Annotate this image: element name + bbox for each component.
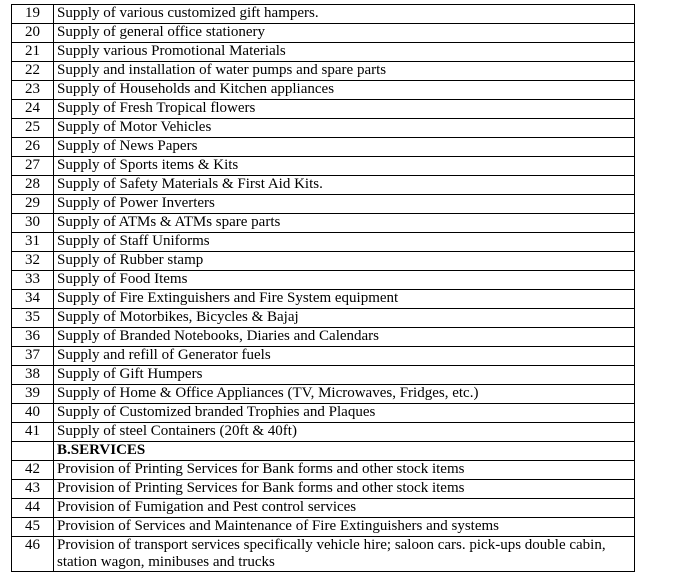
item-number: 46 (12, 537, 54, 572)
item-number: 38 (12, 366, 54, 385)
table-row (12, 480, 635, 499)
services-rows (12, 442, 635, 572)
item-description: Supply of various customized gift hampers. (54, 5, 635, 24)
item-description: Supply of Motorbikes, Bicycles & Bajaj (54, 309, 635, 328)
table-row (12, 404, 635, 423)
item-number: 36 (12, 328, 54, 347)
item-description: Supply and refill of Generator fuels (54, 347, 635, 366)
item-number: 22 (12, 62, 54, 81)
item-description: Supply various Promotional Materials (54, 43, 635, 62)
item-description: Supply of Sports items & Kits (54, 157, 635, 176)
item-number: 21 (12, 43, 54, 62)
table-row (12, 43, 635, 62)
table-row (12, 518, 635, 537)
table-row (12, 271, 635, 290)
table-row (12, 385, 635, 404)
item-description: Supply of steel Containers (20ft & 40ft) (54, 423, 635, 442)
table-row (12, 233, 635, 252)
table-row (12, 176, 635, 195)
item-number: 32 (12, 252, 54, 271)
item-number: 20 (12, 24, 54, 43)
item-description: Provision of transport services specifically vehicle hire; saloon cars. pick-ups double cabin, station wagon, minibuses and trucks (54, 537, 635, 572)
item-number: 37 (12, 347, 54, 366)
item-description: Supply and installation of water pumps and spare parts (54, 62, 635, 81)
table-row (12, 290, 635, 309)
table-row (12, 499, 635, 518)
item-number: 34 (12, 290, 54, 309)
table-row (12, 24, 635, 43)
table-row (12, 347, 635, 366)
item-description: Supply of Customized branded Trophies and Plaques (54, 404, 635, 423)
item-number: 31 (12, 233, 54, 252)
item-number: 42 (12, 461, 54, 480)
item-number: 27 (12, 157, 54, 176)
table-row (12, 461, 635, 480)
item-description: Supply of Power Inverters (54, 195, 635, 214)
item-description: Supply of News Papers (54, 138, 635, 157)
item-description: Provision of Printing Services for Bank forms and other stock items (54, 480, 635, 499)
item-number: 39 (12, 385, 54, 404)
item-number: 41 (12, 423, 54, 442)
item-description: Supply of Food Items (54, 271, 635, 290)
section-heading: B.SERVICES (54, 442, 635, 461)
table-row (12, 195, 635, 214)
item-description: Supply of Households and Kitchen appliances (54, 81, 635, 100)
item-number: 25 (12, 119, 54, 138)
item-number: 44 (12, 499, 54, 518)
table-row (12, 5, 635, 24)
item-description: Supply of ATMs & ATMs spare parts (54, 214, 635, 233)
item-description: Provision of Fumigation and Pest control services (54, 499, 635, 518)
item-number: 26 (12, 138, 54, 157)
goods-rows (12, 5, 635, 442)
item-number: 40 (12, 404, 54, 423)
table-row (12, 214, 635, 233)
item-number: 23 (12, 81, 54, 100)
empty-number-cell (12, 442, 54, 461)
item-description: Supply of Safety Materials & First Aid Kits. (54, 176, 635, 195)
table-row (12, 328, 635, 347)
item-description: Supply of Staff Uniforms (54, 233, 635, 252)
item-number: 30 (12, 214, 54, 233)
table-row (12, 62, 635, 81)
item-number: 45 (12, 518, 54, 537)
table-row (12, 157, 635, 176)
table-row (12, 423, 635, 442)
table-row (12, 309, 635, 328)
item-number: 43 (12, 480, 54, 499)
table-row (12, 100, 635, 119)
item-number: 19 (12, 5, 54, 24)
item-description: Supply of Fresh Tropical flowers (54, 100, 635, 119)
item-description: Supply of general office stationery (54, 24, 635, 43)
item-number: 35 (12, 309, 54, 328)
item-number: 33 (12, 271, 54, 290)
table-row (12, 81, 635, 100)
item-number: 28 (12, 176, 54, 195)
item-description: Provision of Printing Services for Bank forms and other stock items (54, 461, 635, 480)
item-description: Supply of Gift Humpers (54, 366, 635, 385)
procurement-items-table (11, 4, 635, 572)
table-row (12, 252, 635, 271)
item-description: Supply of Motor Vehicles (54, 119, 635, 138)
item-description: Supply of Home & Office Appliances (TV, Microwaves, Fridges, etc.) (54, 385, 635, 404)
item-description: Supply of Rubber stamp (54, 252, 635, 271)
table-row (12, 119, 635, 138)
item-number: 24 (12, 100, 54, 119)
item-number: 29 (12, 195, 54, 214)
table-row (12, 138, 635, 157)
table-row (12, 537, 635, 572)
item-description: Supply of Branded Notebooks, Diaries and Calendars (54, 328, 635, 347)
table-row (12, 366, 635, 385)
item-description: Supply of Fire Extinguishers and Fire System equipment (54, 290, 635, 309)
section-heading-row (12, 442, 635, 461)
item-description: Provision of Services and Maintenance of Fire Extinguishers and systems (54, 518, 635, 537)
